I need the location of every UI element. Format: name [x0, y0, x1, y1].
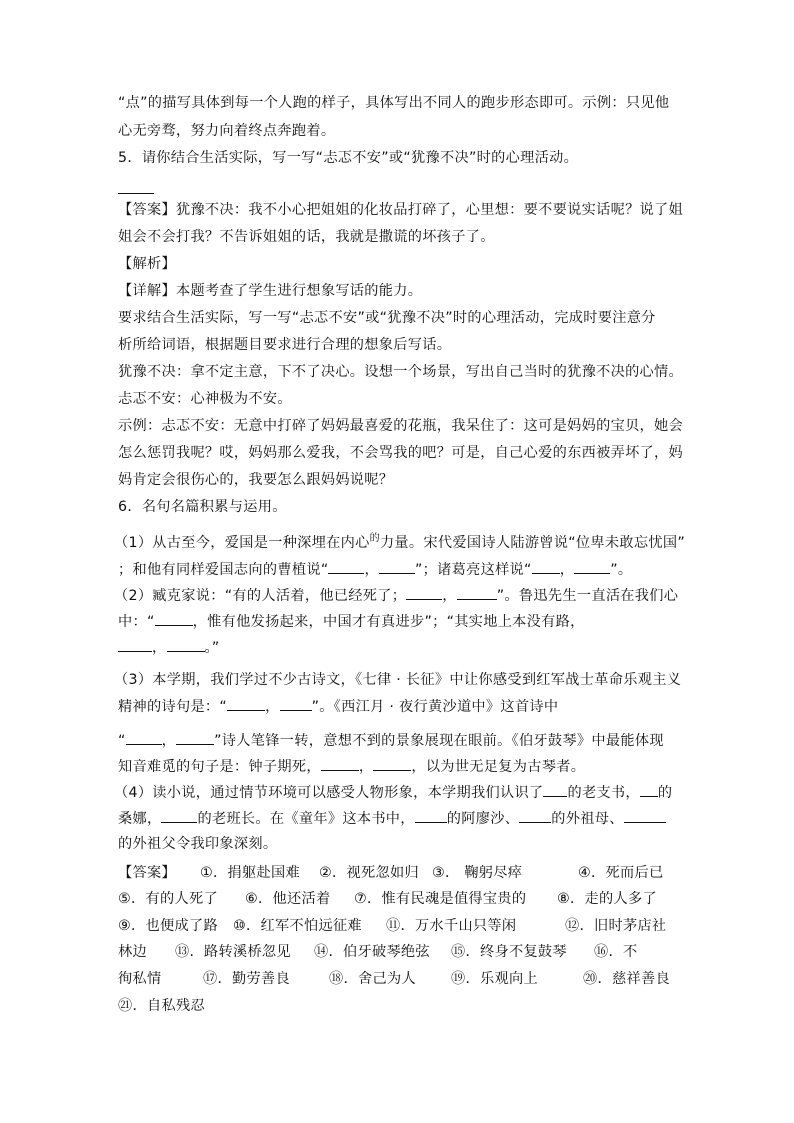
q6-part4-line2: 桑娜， 的老班长。在《童年》这本书中， 的阿廖沙、 的外祖母、 — [118, 808, 666, 829]
question-5: 5．请你结合生活实际，写一写“忐忑不安”或“犹豫不决”时的心理活动。 — [118, 150, 579, 166]
fill-blank — [167, 637, 205, 652]
q6-part3-line1: （3）本学期，我们学过不少古诗文，《七律 · 长征》中让你感受到红军战士革命乐观主义 — [114, 672, 682, 688]
fill-blank — [574, 559, 610, 574]
paragraph-line: 犹豫不决：拿不定主意，下不了决心。设想一个场景，写出自己当时的犹豫不决的心情。 — [118, 364, 684, 380]
answer-6-row: 【答案】 ①．捐躯赴国难 ②．视死忽如归 ③． 鞠躬尽瘁 ④．死而后已 — [118, 865, 664, 881]
detail-heading: 【详解】本题考查了学生进行想象写话的能力。 — [118, 283, 423, 299]
fill-blank — [415, 808, 447, 823]
paragraph-line: 心无旁骛，努力向着终点奔跑着。 — [118, 123, 336, 139]
paragraph-line: 析所给词语，根据题目要求进行合理的想象后写话。 — [118, 337, 452, 353]
q6-part1-line1: （1）从古至今，爱国是一种深埋在内心$^的$力量。宋代爱国诗人陆游曾说“位卑未敢忘忧国” — [114, 533, 685, 551]
fill-blank — [640, 782, 658, 797]
fill-blank — [176, 730, 214, 745]
example-line: 怎么惩罚我呢？哎，妈妈那么爱我，不会骂我的吧？可是，自己心爱的东西被弄坏了，妈 — [118, 445, 684, 461]
analysis-heading: 【解析】 — [118, 256, 176, 272]
q6-part2-line3: ， 。” — [118, 637, 220, 658]
fill-blank — [328, 559, 364, 574]
q6-part3-line4: 知音难觅的句子是：钟子期死， ， ，以为世无足复为古琴者。 — [118, 756, 585, 777]
fill-blank — [373, 756, 411, 771]
answer-5-line: 【答案】犹豫不决：我不小心把姐姐的化妆品打碎了，心里想：要不要说实话呢？说了姐 — [118, 202, 684, 218]
paragraph-line: 忐忑不安：心神极为不安。 — [118, 391, 292, 407]
example-line: 示例：忐忑不安：无意中打碎了妈妈最喜爱的花瓶，我呆住了：这可是妈妈的宝贝，她会 — [118, 418, 684, 434]
paragraph-line: 要求结合生活实际，写一写“忐忑不安”或“犹豫不决”时的心理活动，完成时要注意分 — [118, 310, 656, 326]
q6-part3-line3: “ ， ”诗人笔锋一转，意想不到的景象展现在眼前。《伯牙鼓琴》中最能体现 — [118, 730, 664, 751]
q6-part2-line2: 中：“ ，惟有他发扬起来，中国才有真进步”；“其实地上本没有路， — [118, 611, 585, 632]
q6-part1-line2: ；和他有同样爱国志向的曹植说“ ， ”；诸葛亮这样说“ ， ”。 — [118, 559, 632, 580]
question-6: 6．名句名篇积累与运用。 — [118, 499, 287, 515]
fill-blank — [543, 782, 567, 797]
fill-blank — [227, 696, 265, 711]
fill-blank — [406, 585, 442, 600]
answer-blank — [118, 193, 154, 194]
fill-blank — [457, 585, 497, 600]
answer-5-line: 姐会不会打我？不告诉姐姐的话，我就是撒谎的坏孩子了。 — [118, 229, 495, 245]
fill-blank — [379, 559, 415, 574]
paragraph-line: “点”的描写具体到每一个人跑的样子，具体写出不同人的跑步形态即可。示例：只见他 — [118, 95, 670, 111]
q6-part4-line1: （4）读小说，通过情节环境可以感受人物形象，本学期我们认识了 的老支书， 的 — [114, 782, 672, 803]
fill-blank — [126, 730, 162, 745]
fill-blank — [321, 756, 359, 771]
example-line: 妈肯定会很伤心的，我要怎么跟妈妈说呢？ — [118, 472, 394, 488]
answer-label: 【答案】 — [118, 865, 176, 881]
fill-blank — [161, 808, 197, 823]
fill-blank — [519, 808, 551, 823]
q6-part4-line3: 的外祖父令我印象深刻。 — [118, 836, 278, 852]
fill-blank — [118, 637, 152, 652]
fill-blank — [155, 611, 193, 626]
q6-part3-line2: 精神的诗句是：“ ， ”。《西江月 · 夜行黄沙道中》这首诗中 — [118, 696, 558, 717]
fill-blank — [624, 808, 666, 823]
q6-part2-line1: （2）臧克家说：“有的人活着，他已经死了； ， ”。鲁迅先生一直活在我们心 — [114, 585, 678, 606]
fill-blank — [280, 696, 312, 711]
fill-blank — [532, 559, 560, 574]
